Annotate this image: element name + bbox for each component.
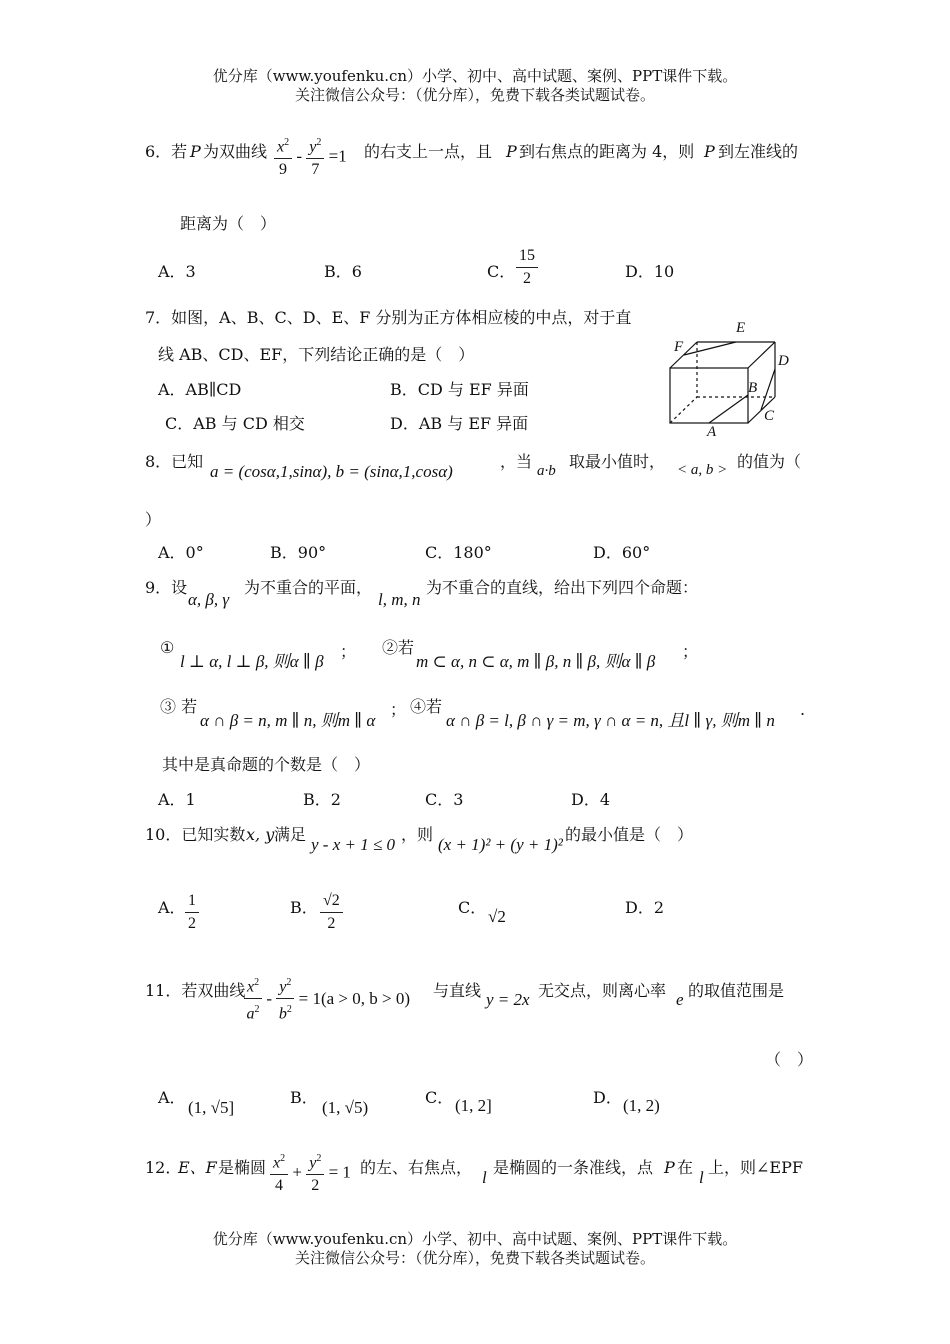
q9-end: . <box>800 700 806 719</box>
q10-option-a: A． <box>158 898 186 917</box>
q11-option-c: C． <box>425 1088 454 1107</box>
q10-option-c-value: √2 <box>488 907 506 926</box>
q11-option-c-value: (1, 2] <box>455 1096 492 1115</box>
q9-prop-3-num: ③ 若 <box>160 697 198 716</box>
q8-text-3: 的值为（ <box>737 452 802 471</box>
q9-text-3: 其中是真命题的个数是（ ） <box>162 755 371 774</box>
q7-line-1: 7．如图，A、B、C、D、E、F 分别为正方体相应棱的中点，对于直 <box>145 308 632 327</box>
label-d: D <box>778 353 789 369</box>
q9-prop-1: l ⊥ α, l ⊥ β, 则α ∥ β <box>180 652 324 671</box>
q6-text-5: 距离为（ ） <box>180 214 277 233</box>
q6-text-4: 到左准线的 <box>718 142 799 161</box>
q8-dot-product: a·b <box>537 463 556 479</box>
label-c: C <box>764 408 775 424</box>
q12-text-3: 是椭圆的一条准线，点 <box>493 1158 654 1177</box>
q6-point-p: P <box>190 142 201 161</box>
q8-option-a: A．0° <box>158 543 204 562</box>
q9-prop-4-num: ④若 <box>410 697 443 716</box>
q10-option-d: D．2 <box>625 898 665 917</box>
segment-ab <box>709 395 748 423</box>
q9-sep-1: ； <box>340 642 357 661</box>
q11-option-d: D． <box>593 1088 622 1107</box>
label-a: A <box>707 424 717 440</box>
q11-hyperbola-equation: $\frac{x^2}{a^2}$ - $\frac{y^2}{b^2}$ = 1(a > 0, b > 0) <box>244 974 410 1024</box>
q9-option-a: A．1 <box>158 790 196 809</box>
q10-expression: (x + 1)² + (y + 1)² <box>438 835 563 854</box>
q10-option-c: C． <box>458 898 487 917</box>
label-f: F <box>674 339 684 355</box>
q10-option-b: B． <box>290 898 318 917</box>
q6-text-2: 的右支上一点，且 <box>364 142 493 161</box>
q9-prop-2: m ⊂ α, n ⊂ α, m ∥ β, n ∥ β, 则α ∥ β <box>416 652 656 671</box>
q6-option-b: B．6 <box>324 262 362 281</box>
q12-text-1: 是椭圆 <box>218 1158 267 1177</box>
q8-angle: < a, b > <box>677 462 728 478</box>
q7-option-a: A．AB∥CD <box>158 380 242 399</box>
q8-option-d: D．60° <box>593 543 651 562</box>
q11-option-b: B． <box>290 1088 318 1107</box>
q6-option-c: C． <box>487 262 516 281</box>
header-line-1: 优分库（www.youfenku.cn）小学、初中、高中试题、案例、PPT课件下载。 <box>212 67 738 85</box>
q10-text-3: 的最小值是（ ） <box>565 825 694 844</box>
q11-condition: = 1(a > 0, b > 0) <box>298 988 411 1008</box>
q6-point-p-2: P <box>506 142 517 161</box>
q11-text-1: 与直线 <box>433 981 482 1000</box>
q6-point-p-3: P <box>704 142 715 161</box>
header-line-2: 关注微信公众号：（优分库），免费下载各类试题试卷。 <box>294 86 655 104</box>
q8-option-c: C．180° <box>425 543 492 562</box>
label-e: E <box>736 320 746 336</box>
q6-option-c-fraction: $\frac{15}{2}$ <box>516 247 538 288</box>
segment-ef <box>684 342 736 355</box>
q12-directrix: l <box>482 1168 487 1187</box>
q11-number: 11．若双曲线 <box>145 981 246 1000</box>
q10-text-1: 满足 <box>274 825 307 844</box>
q8-number: 8．已知 <box>145 452 204 471</box>
q11-line: y = 2x <box>486 990 530 1009</box>
footer-line-2: 关注微信公众号：（优分库），免费下载各类试题试卷。 <box>294 1249 655 1267</box>
q9-text-2: 为不重合的直线，给出下列四个命题： <box>426 578 699 597</box>
q9-planes: α, β, γ <box>188 590 230 609</box>
q11-option-a: A． <box>158 1088 186 1107</box>
q11-answer-bracket: （ ） <box>765 1050 814 1069</box>
q9-number: 9．设 <box>145 578 188 597</box>
q9-lines: l, m, n <box>378 590 421 609</box>
q11-text-2: 无交点，则离心率 <box>538 981 667 1000</box>
q6-option-a: A．3 <box>158 262 196 281</box>
q7-line-2: 线 AB、CD、EF，下列结论正确的是（ ） <box>158 345 475 364</box>
q8-vectors: a = (cosα,1,sinα), b = (sinα,1,cosα) <box>210 462 453 481</box>
cube-hidden-edge <box>670 397 697 423</box>
q6-text-3: 到右焦点的距离为 4，则 <box>519 142 695 161</box>
q9-prop-1-num: ① <box>160 638 175 657</box>
q6-option-d: D．10 <box>625 262 675 281</box>
q12-foci: E、F <box>178 1158 217 1177</box>
q7-option-b: B．CD 与 EF 异面 <box>390 380 529 399</box>
q10-option-b-fraction: $\frac{√2}{2}$ <box>320 892 343 933</box>
q11-option-a-value: (1, √5] <box>188 1098 235 1117</box>
q9-prop-3: α ∩ β = n, m ∥ n, 则m ∥ α <box>200 711 376 730</box>
q10-number: 10．已知实数 <box>145 825 246 844</box>
q12-text-4: 在 <box>677 1158 694 1177</box>
q11-option-b-value: (1, √5) <box>322 1098 369 1117</box>
q8-text-4: ） <box>145 510 162 529</box>
q12-directrix-2: l <box>699 1168 704 1187</box>
q12-point-p: P <box>664 1158 675 1177</box>
q10-condition: y - x + 1 ≤ 0 <box>311 835 396 854</box>
q9-sep-3: ； <box>390 700 407 719</box>
q11-text-3: 的取值范围是 <box>688 981 785 1000</box>
q8-text-2: 取最小值时， <box>569 452 666 471</box>
q7-option-d: D．AB 与 EF 异面 <box>390 414 529 433</box>
label-b: B <box>748 380 758 396</box>
q7-option-c: C．AB 与 CD 相交 <box>165 414 305 433</box>
q9-prop-2-num: ②若 <box>382 638 415 657</box>
footer-line-1: 优分库（www.youfenku.cn）小学、初中、高中试题、案例、PPT课件下载。 <box>212 1230 738 1248</box>
q6-text-1: 为双曲线 <box>203 142 268 161</box>
q6-number: 6．若 <box>145 142 188 161</box>
cube-figure <box>660 315 800 445</box>
q10-text-2: ，则 <box>401 825 434 844</box>
q12-text-5: 上，则∠EPF <box>708 1158 803 1177</box>
cube-edge <box>748 342 775 368</box>
q10-option-a-fraction: $\frac{1}{2}$ <box>185 892 199 933</box>
q9-option-c: C．3 <box>425 790 464 809</box>
q9-text-1: 为不重合的平面， <box>244 578 373 597</box>
q11-e: e <box>676 990 684 1009</box>
q11-option-d-value: (1, 2) <box>623 1096 660 1115</box>
q8-option-b: B．90° <box>270 543 327 562</box>
cube-front-face <box>670 368 748 423</box>
q12-ellipse-equation: $\frac{x^2}{4}$ + $\frac{y^2}{2}$ = 1 <box>270 1150 351 1195</box>
q6-hyperbola-equation: $\frac{x^2}{9}$ - $\frac{y^2}{7}$ =1 <box>274 134 347 179</box>
q9-sep-2: ； <box>682 642 699 661</box>
q12-equation-rhs: = 1 <box>328 1162 351 1182</box>
q9-prop-4: α ∩ β = l, β ∩ γ = m, γ ∩ α = n, 且l ∥ γ, 则m ∥ n <box>446 711 775 730</box>
q10-vars: x, y <box>246 825 275 844</box>
q8-text-1: ，当 <box>500 452 533 471</box>
q12-text-2: 的左、右焦点， <box>360 1158 473 1177</box>
q9-option-b: B．2 <box>303 790 341 809</box>
q12-number: 12． <box>145 1158 182 1177</box>
q9-option-d: D．4 <box>571 790 611 809</box>
